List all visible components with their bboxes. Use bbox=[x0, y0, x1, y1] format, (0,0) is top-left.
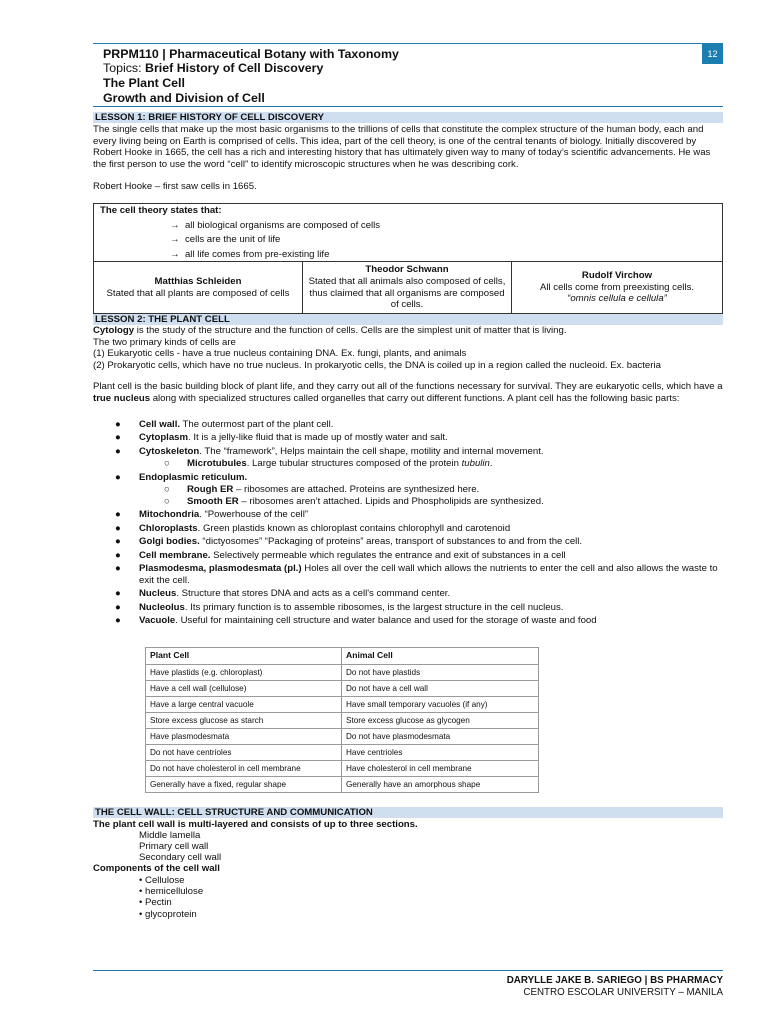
list-item: ● Cytoskeleton. The “framework”, Helps maintain the cell shape, motility and internal movement. bbox=[115, 445, 544, 457]
cell-theory-item: → all life comes from pre-existing life bbox=[170, 248, 330, 260]
plant-cell-parts-list bbox=[93, 419, 723, 629]
bullet-icon: ● bbox=[115, 563, 121, 575]
prokaryotic-kind: (2) Prokaryotic cells, which have no true nucleus. In prokaryotic cells, the DNA is coiled up in a region called the nucleoid. Ex. bacteria bbox=[93, 360, 661, 371]
list-sub-item: ○ Rough ER – ribosomes are attached. Proteins are synthesized here. bbox=[164, 483, 480, 495]
table-row: Generally have a fixed, regular shape Generally have an amorphous shape bbox=[146, 777, 539, 793]
list-item: ● Nucleolus. Its primary function is to assemble ribosomes, is the largest structure in the cell nucleus. bbox=[115, 601, 564, 613]
arrow-icon: → bbox=[170, 248, 180, 260]
lesson1-intro: The single cells that make up the most basic organisms to the trillions of cells that constitute the complex structure of the human body, each and every living being on Earth is comprised of cells. This idea, part of the cell theory, is one of the central tenants of biology. Initially discovered by Robert Hooke in 1665, the cell has a rich and interesting history that has ultimately given way to many of today’s scientific advancements. He was the first person to use the word “cell” to identify microscopic structures when he was describing cork. bbox=[93, 124, 711, 170]
list-item: ● Cytoplasm. It is a jelly-like fluid that is made up of mostly water and salt. bbox=[115, 432, 448, 444]
bullet-icon: ● bbox=[115, 601, 121, 613]
table-row: Do not have centrioles Have centrioles bbox=[146, 745, 539, 761]
table-header: Plant Cell bbox=[146, 648, 342, 665]
circle-bullet-icon: ○ bbox=[164, 495, 170, 507]
arrow-icon: → bbox=[170, 234, 180, 246]
cell-theory-title: The cell theory states that: bbox=[100, 205, 222, 216]
cell-wall-layer: Secondary cell wall bbox=[139, 852, 222, 863]
footer-rule bbox=[93, 970, 723, 971]
cell-wall-components-title: Components of the cell wall bbox=[93, 863, 220, 874]
course-title: PRPM110 | Pharmaceutical Botany with Taxonomy bbox=[103, 47, 399, 61]
scientist-schleiden: Matthias Schleiden Stated that all plants are composed of cells bbox=[94, 262, 303, 313]
list-item: ● Cell membrane. Selectively permeable which regulates the entrance and exit of substances in a cell bbox=[115, 549, 566, 561]
circle-bullet-icon: ○ bbox=[164, 458, 170, 470]
cell-wall-component: • Pectin bbox=[139, 897, 172, 908]
topic-plant-cell: The Plant Cell bbox=[103, 76, 185, 90]
list-item: ● Mitochondria. “Powerhouse of the cell” bbox=[115, 509, 309, 521]
table-row: Store excess glucose as starch Store excess glucose as glycogen bbox=[146, 713, 539, 729]
list-item: ● Cell wall. The outermost part of the plant cell. bbox=[115, 419, 334, 430]
header-top-rule bbox=[93, 43, 723, 44]
bullet-icon: ● bbox=[115, 432, 121, 444]
table-row: Do not have cholesterol in cell membrane Have cholesterol in cell membrane bbox=[146, 761, 539, 777]
list-sub-item: ○ Smooth ER – ribosomes aren’t attached. Lipids and Phospholipids are synthesized. bbox=[164, 495, 544, 507]
eukaryotic-kind: (1) Eukaryotic cells - have a true nucleus containing DNA. Ex. fungi, plants, and animals bbox=[93, 348, 467, 359]
footer-author: DARYLLE JAKE B. SARIEGO | BS PHARMACY bbox=[506, 975, 723, 986]
list-item: ● Nucleus. Structure that stores DNA and acts as a cell's command center. bbox=[115, 588, 451, 600]
topics-line bbox=[103, 61, 323, 75]
bullet-icon: ● bbox=[115, 419, 121, 430]
cell-wall-layer: Primary cell wall bbox=[139, 841, 209, 852]
cell-wall-layers-title: The plant cell wall is multi-layered and consists of up to three sections. bbox=[93, 819, 418, 830]
circle-bullet-icon: ○ bbox=[164, 483, 170, 495]
bullet-icon: ● bbox=[115, 615, 121, 627]
table-header: Animal Cell bbox=[342, 648, 539, 665]
cell-wall-component: • glycoprotein bbox=[139, 909, 197, 920]
lesson2-heading: LESSON 2: THE PLANT CELL bbox=[93, 314, 723, 325]
footer-school: CENTRO ESCOLAR UNIVERSITY – MANILA bbox=[523, 987, 723, 998]
list-item: ● Plasmodesma, plasmodesmata (pl.) Holes all over the cell wall which allows the nutrients to enter the cell and also allows the waste to exit the cell. bbox=[115, 563, 718, 586]
topics-label: Topics: bbox=[103, 61, 146, 75]
plant-vs-animal-table bbox=[145, 647, 539, 793]
cell-theory-item: → all biological organisms are composed of cells bbox=[170, 219, 381, 231]
bullet-icon: ● bbox=[115, 522, 121, 534]
cell-kinds-intro: The two primary kinds of cells are bbox=[93, 337, 236, 348]
scientist-virchow: Rudolf Virchow All cells come from preexisting cells. “omnis cellula e cellula” bbox=[512, 262, 723, 313]
lesson1-heading: LESSON 1: BRIEF HISTORY OF CELL DISCOVERY bbox=[93, 112, 723, 123]
table-row: Have a cell wall (cellulose) Do not have a cell wall bbox=[146, 681, 539, 697]
topics-value: Brief History of Cell Discovery bbox=[145, 61, 324, 75]
list-item: ● Golgi bodies. “dictyosomes” “Packaging of proteins” areas, transport of substances to and from the cell. bbox=[115, 536, 583, 548]
table-row: Have plasmodesmata Do not have plasmodesmata bbox=[146, 729, 539, 745]
cell-wall-component: • Cellulose bbox=[139, 875, 185, 886]
bullet-icon: ● bbox=[115, 509, 121, 521]
bullet-icon: ● bbox=[115, 471, 121, 483]
table-row: Have plastids (e.g. chloroplast) Do not have plastids bbox=[146, 665, 539, 681]
scientist-schwann: Theodor Schwann Stated that all animals also composed of cells, thus claimed that all organisms are composed of cells. bbox=[303, 262, 512, 313]
cytology-definition: Cytology is the study of the structure and the function of cells. Cells are the simplest unit of matter that is living. bbox=[93, 325, 567, 336]
bullet-icon: ● bbox=[115, 549, 121, 561]
bullet-icon: ● bbox=[115, 588, 121, 600]
page-number: 12 bbox=[702, 44, 723, 64]
plant-cell-intro: Plant cell is the basic building block of plant life, and they carry out all of the functions necessary for survival. They are eukaryotic cells, which have a true nucleus along with specialized structures called organelles that carry out different functions. A plant cell has the following basic parts: bbox=[93, 381, 723, 404]
list-item: ● Chloroplasts. Green plastids known as chloroplast contains chlorophyll and carotenoid bbox=[115, 522, 511, 534]
cell-theory-item: → cells are the unit of life bbox=[170, 234, 281, 246]
cell-wall-heading: THE CELL WALL: CELL STRUCTURE AND COMMUNICATION bbox=[93, 807, 723, 818]
hooke-note: Robert Hooke – first saw cells in 1665. bbox=[93, 181, 257, 192]
cell-wall-component: • hemicellulose bbox=[139, 886, 204, 897]
bullet-icon: ● bbox=[115, 536, 121, 548]
list-item: ● Endoplasmic reticulum. bbox=[115, 471, 248, 483]
topic-growth-division: Growth and Division of Cell bbox=[103, 91, 265, 105]
table-row: Have a large central vacuole Have small temporary vacuoles (if any) bbox=[146, 697, 539, 713]
header-bottom-rule bbox=[93, 106, 723, 107]
bullet-icon: ● bbox=[115, 445, 121, 457]
arrow-icon: → bbox=[170, 219, 180, 231]
list-item: ● Vacuole. Useful for maintaining cell structure and water balance and used for the storage of waste and food bbox=[115, 615, 597, 627]
cell-wall-layer: Middle lamella bbox=[139, 830, 201, 841]
list-sub-item: ○ Microtubules. Large tubular structures composed of the protein tubulin. bbox=[164, 458, 493, 470]
cell-theory-statements bbox=[94, 204, 723, 262]
cell-theory-table bbox=[93, 203, 723, 314]
